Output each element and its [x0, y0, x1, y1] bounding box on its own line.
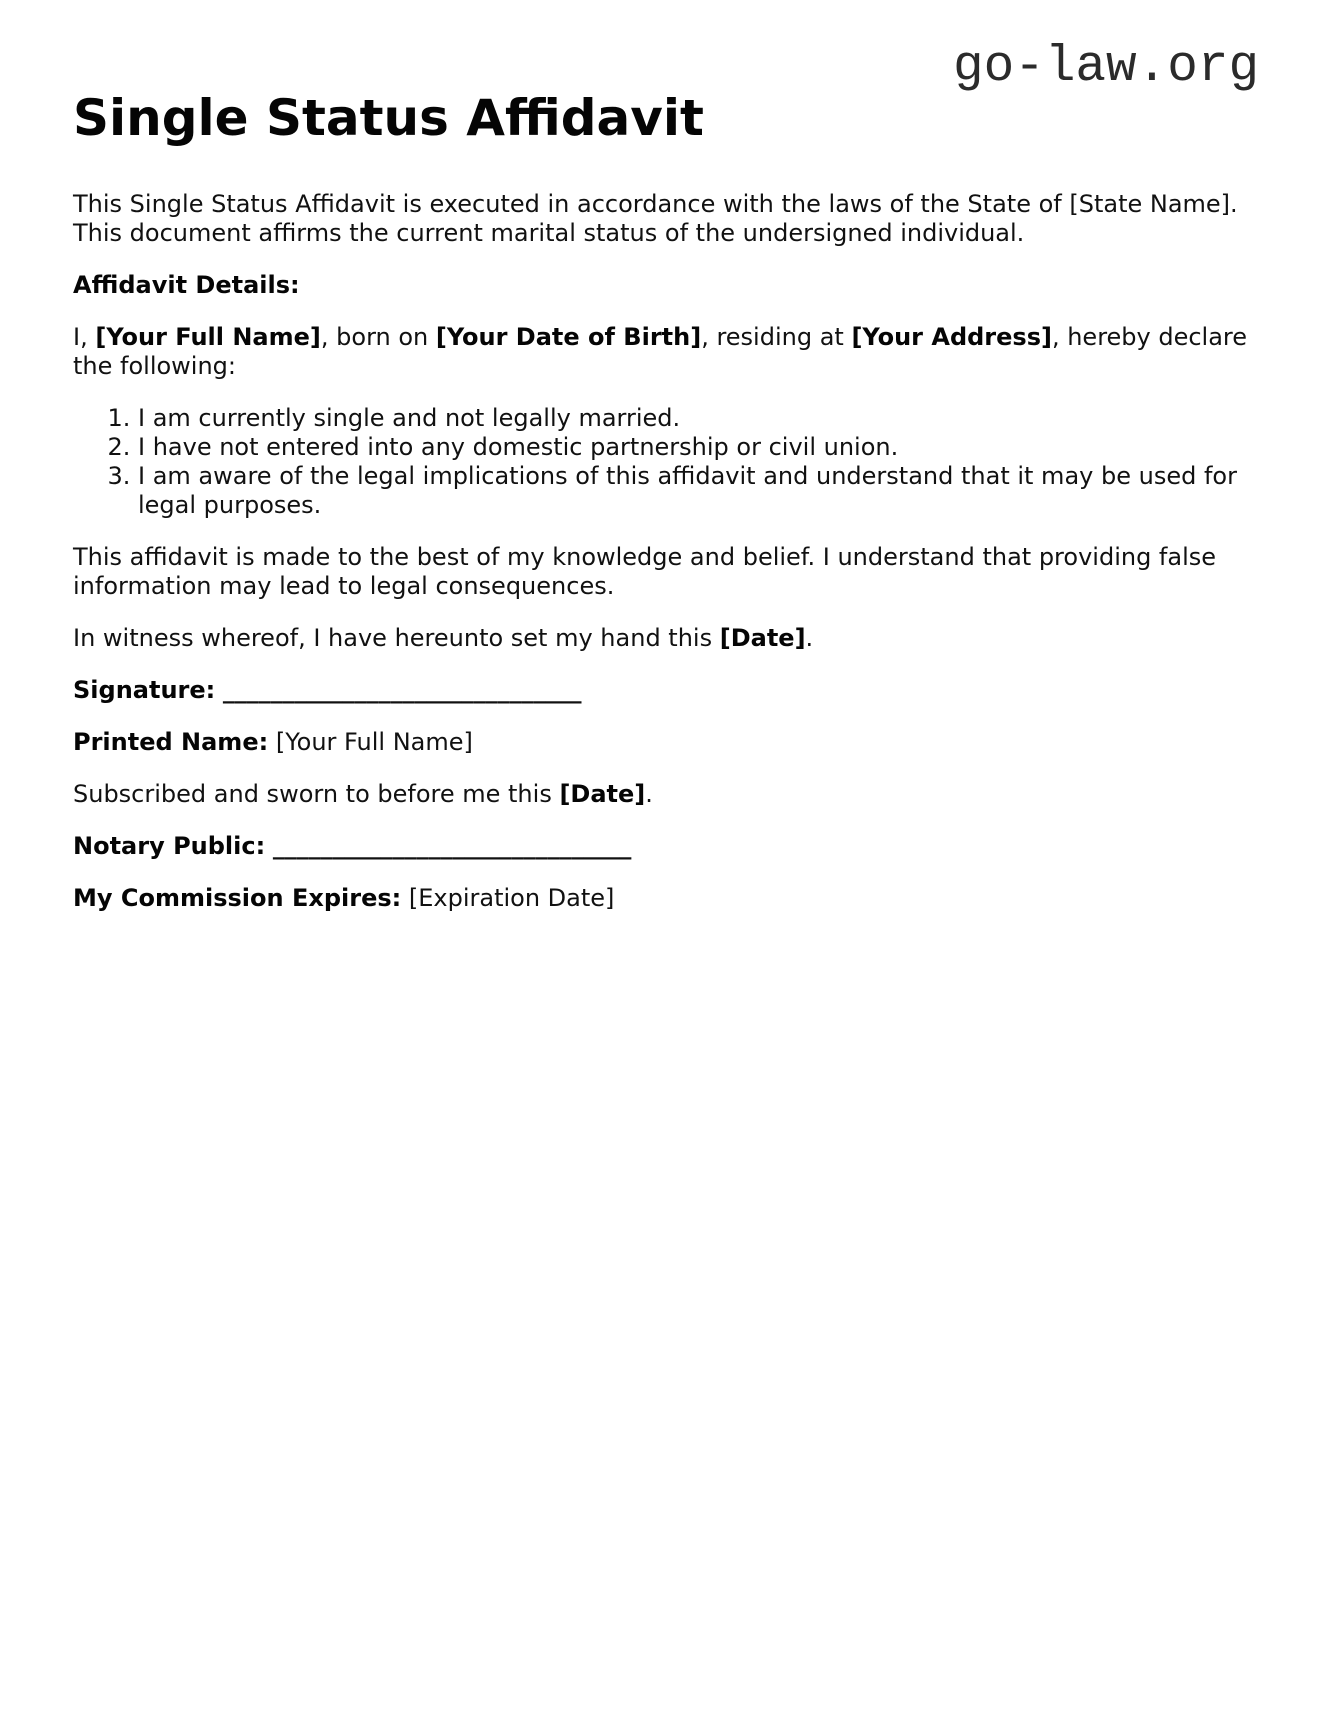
commission-expiration-value: [Expiration Date]: [408, 884, 615, 912]
declaration-residing-at: , residing at: [701, 323, 852, 351]
declaration-paragraph: [73, 323, 1259, 381]
notary-label: Notary Public:: [73, 832, 266, 860]
statement-item: 3. I am aware of the legal implications of this affidavit and understand that it may be used for legal purposes.: [138, 462, 1259, 520]
witness-text: In witness whereof, I have hereunto set my hand this: [73, 624, 720, 652]
notary-row: [73, 832, 1259, 861]
witness-date-field: [Date]: [719, 624, 806, 652]
document-title: Single Status Affidavit: [73, 89, 704, 147]
printed-name-label: Printed Name:: [73, 728, 269, 756]
commission-label: My Commission Expires:: [73, 884, 402, 912]
full-name-field: [Your Full Name]: [95, 323, 321, 351]
subscribed-text: Subscribed and sworn to before me this: [73, 780, 560, 808]
commission-row: [73, 884, 1259, 913]
subscribed-date-field: [Date]: [559, 780, 646, 808]
signature-row: [73, 676, 1259, 705]
printed-name-value: [Your Full Name]: [275, 728, 473, 756]
subscribed-paragraph: [73, 780, 1259, 809]
witness-end: .: [805, 624, 814, 652]
notary-signature-line[interactable]: ______________________________: [272, 832, 632, 860]
statements-list: [73, 404, 1259, 520]
belief-paragraph: This affidavit is made to the best of my knowledge and belief. I understand that providing false information may lead to legal consequences.: [73, 543, 1217, 600]
signature-line[interactable]: ______________________________: [222, 676, 582, 704]
details-heading-paragraph: [73, 271, 1259, 300]
subscribed-end: .: [645, 780, 653, 808]
date-of-birth-field: [Your Date of Birth]: [435, 323, 702, 351]
document-body: [73, 190, 1259, 936]
statement-item: 2. I have not entered into any domestic partnership or civil union.: [138, 433, 1259, 462]
statement-item: 1. I am currently single and not legally married.: [138, 404, 1259, 433]
intro-paragraph: This Single Status Affidavit is executed in accordance with the laws of the State of [State Name]. This document affirms the current marital status of the undersigned individual.: [73, 190, 1238, 247]
declaration-prefix: I,: [73, 323, 96, 351]
site-watermark: go-law.org: [953, 39, 1260, 96]
address-field: [Your Address]: [851, 323, 1052, 351]
declaration-suffix: , hereby declare the following:: [73, 323, 1248, 380]
signature-label: Signature:: [73, 676, 216, 704]
printed-name-row: [73, 728, 1259, 757]
details-heading: Affidavit Details:: [73, 271, 300, 299]
witness-paragraph: [73, 624, 1259, 653]
declaration-born-on: , born on: [320, 323, 436, 351]
